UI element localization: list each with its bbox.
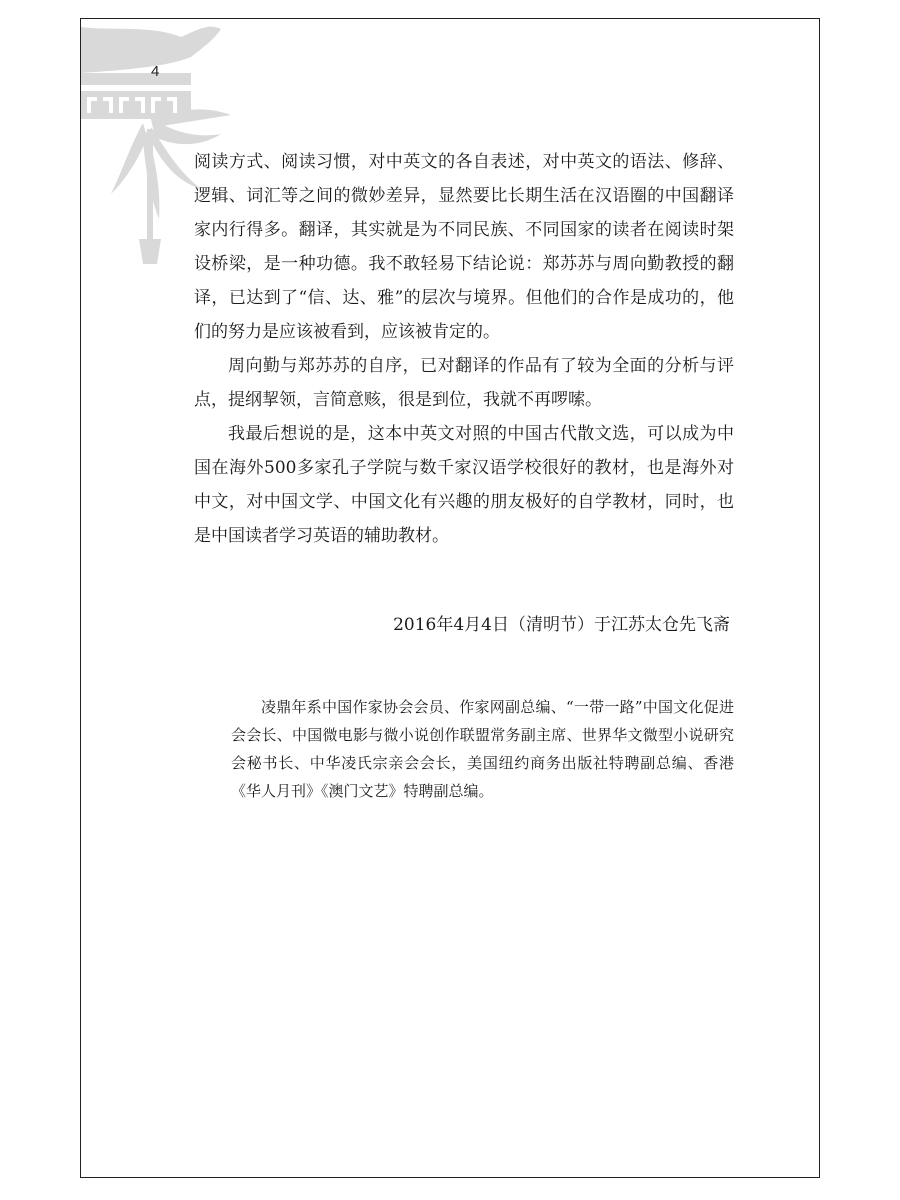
paragraph: 我最后想说的是，这本中英文对照的中国古代散文选，可以成为中国在海外500多家孔子学院与数千家汉语学校很好的教材，也是海外对中文，对中国文学、中国文化有兴趣的朋友极好的自学教材，同时，也是中国读者学习英语的辅助教材。 <box>194 424 734 546</box>
page-number: 4 <box>151 63 160 80</box>
body-text <box>194 145 734 553</box>
page-frame <box>80 18 820 1178</box>
paragraph: 阅读方式、阅读习惯，对中英文的各自表述，对中英文的语法、修辞、逻辑、词汇等之间的微妙差异，显然要比长期生活在汉语圈的中国翻译家内行得多。翻译，其实就是为不同民族、不同国家的读者在阅读时架设桥梁，是一种功德。我不敢轻易下结论说：郑苏苏与周向勤教授的翻译，已达到了“信、达、雅”的层次与境界。但他们的合作是成功的，他们的努力是应该被看到，应该被肯定的。 <box>194 152 734 342</box>
signature-date-place: 2016年4月4日（清明节）于江苏太仓先飞斋 <box>393 615 730 635</box>
author-bio: 凌鼎年系中国作家协会会员、作家网副总编、“一带一路”中国文化促进会会长、中国微电影与微小说创作联盟常务副主席、世界华文微型小说研究会秘书长、中华凌氏宗亲会会长，美国纽约商务出版社特聘副总编、香港《华人月刊》《澳门文艺》特聘副总编。 <box>231 698 734 800</box>
paragraph: 周向勤与郑苏苏的自序，已对翻译的作品有了较为全面的分析与评点，提纲挈领，言简意赅，很是到位，我就不再啰嗦。 <box>194 356 734 410</box>
